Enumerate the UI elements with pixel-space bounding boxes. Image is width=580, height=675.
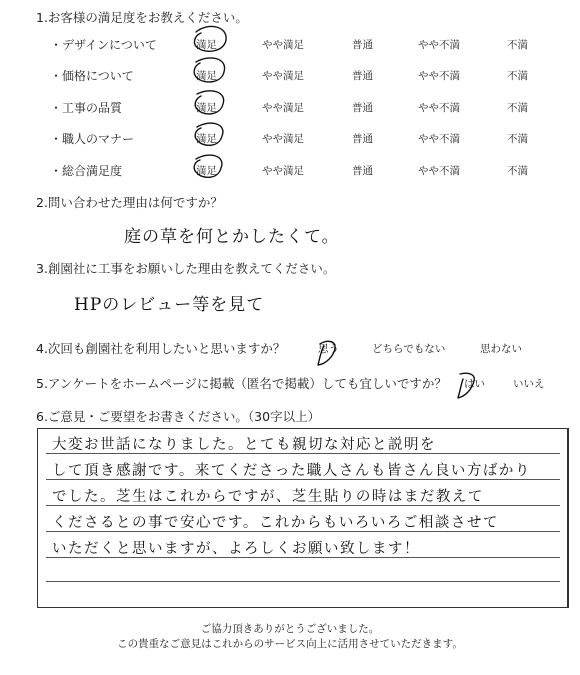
comment-handwritten-line: して頂き感謝です。来てくださった職人さんも皆さん良い方ばかり [52,463,531,479]
q1-row-label: ・工事の品質 [50,101,123,115]
q1-option[interactable]: 普通 [352,70,373,82]
circle-mark [195,123,223,145]
q1-option[interactable]: やや満足 [262,39,304,51]
q1-option[interactable]: 満足 [196,39,217,51]
q1-option[interactable]: やや不満 [418,39,460,51]
comment-handwritten-line: 大変お世話になりました。とても親切な対応と説明を [52,437,436,453]
q1-option[interactable]: やや満足 [262,165,304,177]
q1-row-label: ・デザインについて [50,38,157,52]
circle-mark [194,58,224,82]
q4-option[interactable]: 思わない [480,343,522,355]
q1-option[interactable]: 不満 [507,102,528,114]
footer-thanks: ご協力頂きありがとうございました。 [200,623,380,635]
q1-option[interactable]: 不満 [507,133,528,145]
q1-option[interactable]: やや不満 [418,102,460,114]
q1-option[interactable]: やや不満 [418,133,460,145]
q5-option[interactable]: いいえ [513,378,545,390]
q4-option[interactable]: どちらでもない [372,343,446,355]
q1-option[interactable]: 満足 [196,70,217,82]
circle-mark [195,91,223,114]
circle-mark [194,155,222,177]
circle-mark [318,341,335,365]
q1-option[interactable]: やや満足 [262,102,304,114]
q4-title: 4.次回も創園社を利用したいと思いますか？ [36,341,286,356]
q1-option[interactable]: 満足 [196,165,217,177]
q1-option[interactable]: やや不満 [418,165,460,177]
comment-handwritten-line: くださるとの事で安心です。これからもいろいろご相談させて [52,515,499,531]
q1-option[interactable]: 不満 [507,165,528,177]
q1-option[interactable]: 不満 [507,39,528,51]
q5-option[interactable]: はい [464,378,485,390]
q1-option[interactable]: やや満足 [262,70,304,82]
q1-option[interactable]: 普通 [352,39,373,51]
footer-note: この貴重なご意見はこれからのサービス向上に活用させていただきます。 [117,638,463,650]
q1-option[interactable]: 不満 [507,70,528,82]
q2-title: 2.問い合わせた理由は何ですか？ [36,195,223,210]
comment-handwritten-line: いただくと思いますが、よろしくお願い致します！ [52,541,420,557]
q1-option[interactable]: 普通 [352,133,373,145]
q1-option[interactable]: 普通 [352,165,373,177]
circle-mark [458,373,474,398]
q3-title: 3.創園社に工事をお願いした理由を教えてください。 [36,261,336,276]
q1-row-label: ・総合満足度 [50,164,123,178]
q1-option[interactable]: やや不満 [418,70,460,82]
q1-row-label: ・価格について [50,69,134,83]
q6-title: 6.ご意見・ご要望をお書きください。（30字以上） [36,409,321,424]
comment-handwritten-line: でした。芝生はこれからですが、芝生貼りの時はまだ教えて [52,489,484,505]
q3-handwritten-answer: HPのレビュー等を見て [74,295,265,315]
q1-title: 1.お客様の満足度をお教えください。 [36,10,248,25]
q4-option[interactable]: 思う [318,343,339,355]
q1-row-label: ・職人のマナー [50,132,135,146]
circle-mark [194,26,226,51]
q5-title: 5.アンケートをホームページに掲載（匿名で掲載）しても宜しいですか？ [36,376,447,391]
q1-option[interactable]: 満足 [196,133,217,145]
q1-option[interactable]: 満足 [196,102,217,114]
q1-option[interactable]: やや満足 [262,133,304,145]
q1-option[interactable]: 普通 [352,102,373,114]
q2-handwritten-answer: 庭の草を何とかしたくて。 [124,227,340,247]
